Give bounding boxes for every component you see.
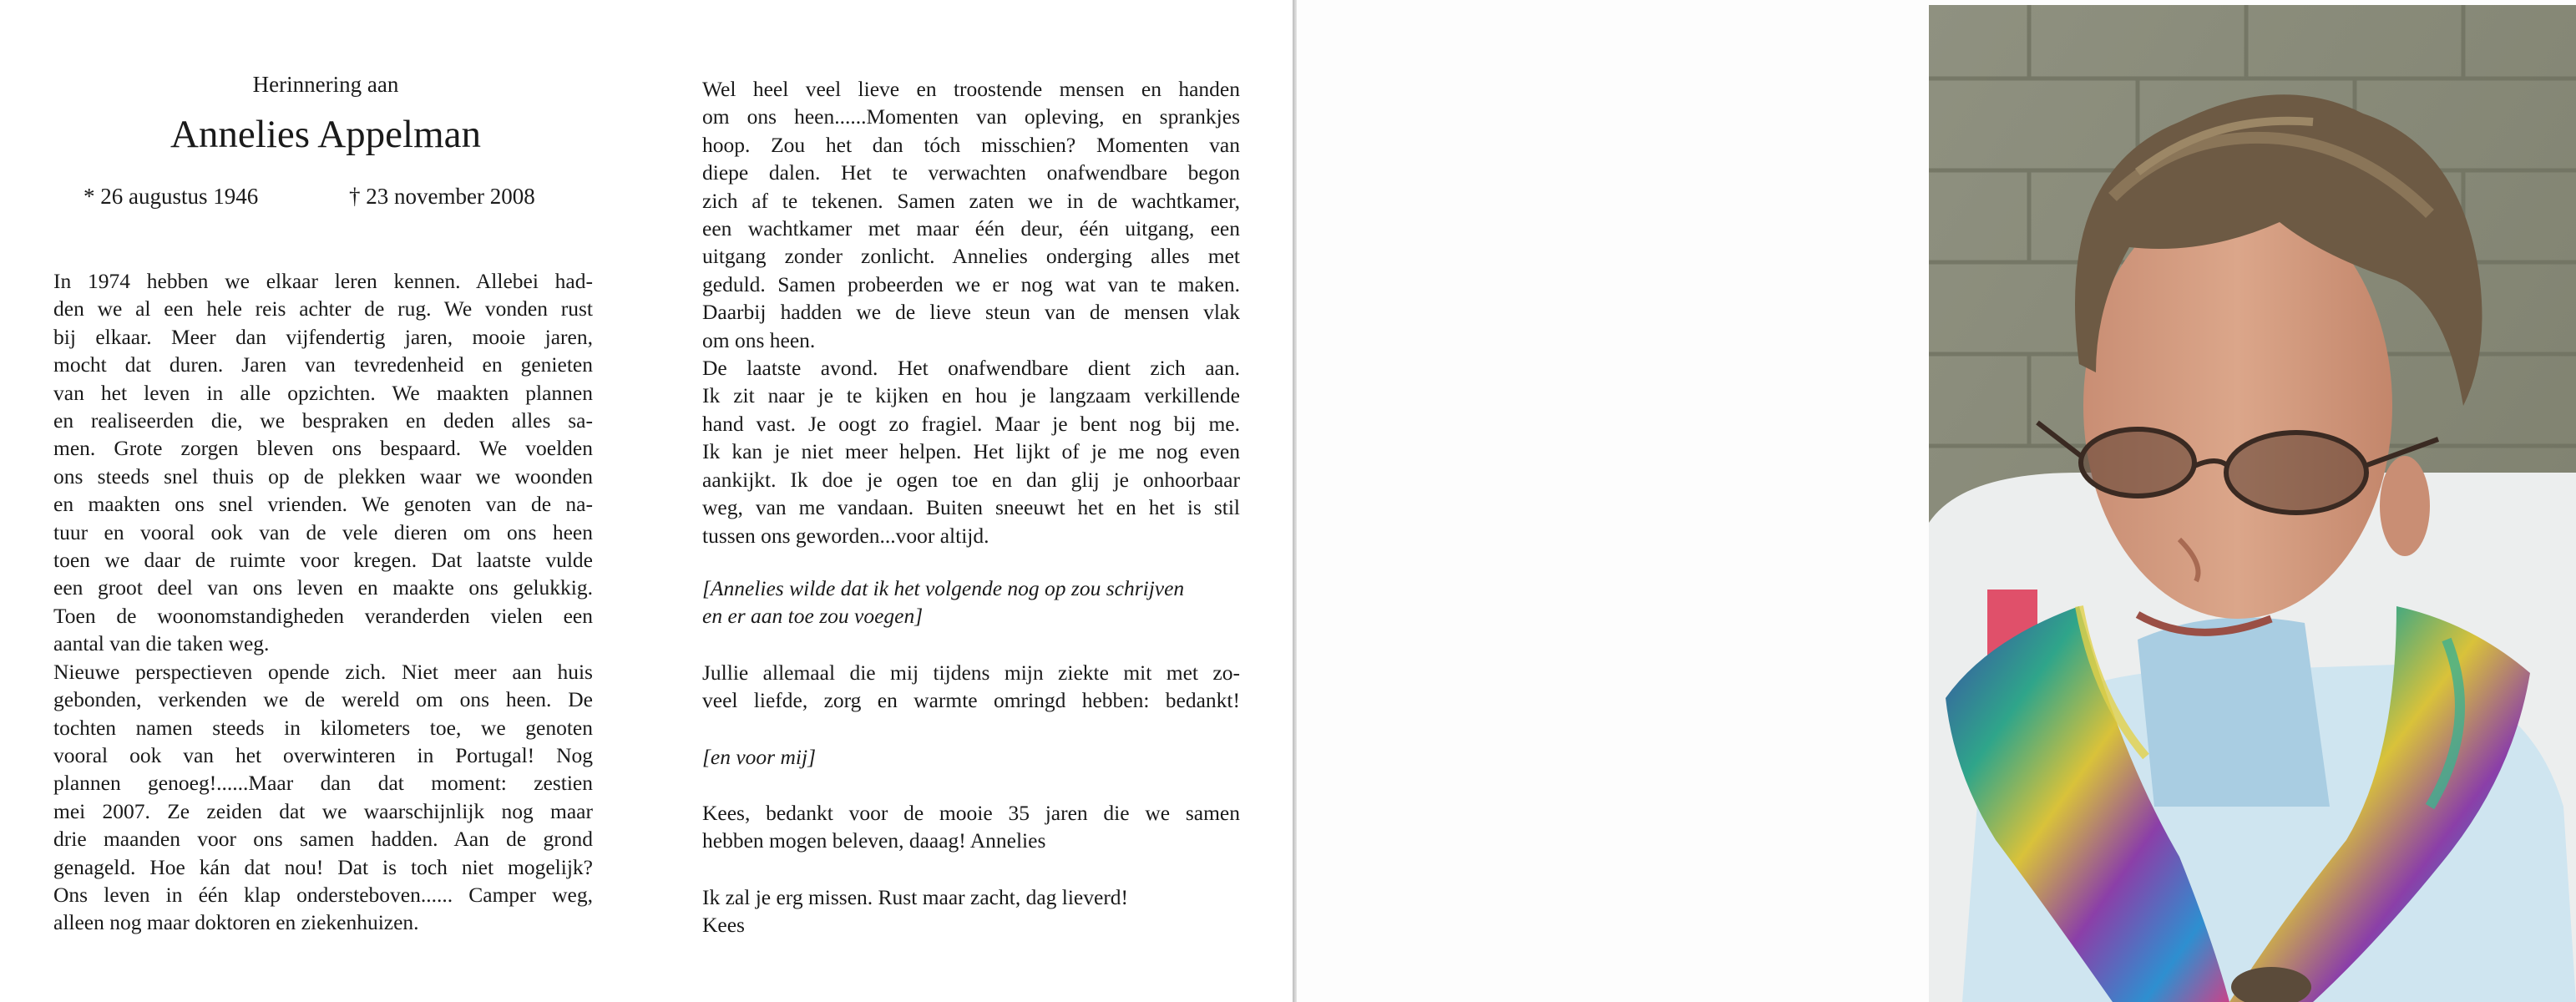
text-line: Toen de woonomstandigheden veranderden vielen een (53, 603, 593, 628)
birth-date: * 26 augustus 1946 (84, 184, 259, 209)
text-line: en realiseerden die, we bespraken en deden alles sa- (53, 408, 593, 433)
text-line: weg, van me vandaan. Buiten sneeuwt het en het is stil (702, 495, 1240, 520)
text-line: ons steeds snel thuis op de plekken waar we woonden (53, 463, 593, 488)
paragraph-to-kees (702, 799, 1240, 855)
portrait-photo (1929, 5, 2576, 1002)
text-line: [Annelies wilde dat ik het volgende nog op zou schrijven (702, 575, 1185, 600)
paragraph-from-kees (702, 883, 1240, 939)
text-line: een wachtkamer met maar één deur, één uitgang, een (702, 216, 1240, 241)
paragraph-support (702, 75, 1240, 354)
text-line: Kees, bedankt voor de mooie 35 jaren die we samen (702, 800, 1240, 825)
card-right-panel (1297, 0, 2576, 1002)
text-line: vooral ook van het overwinteren in Portugal! Nog (53, 742, 593, 767)
text-line: plannen genoeg!......Maar dan dat moment: zestien (53, 771, 593, 796)
editor-note-2 (702, 743, 1240, 771)
text-line: tuur en vooral ook van de vele dieren om ons heen (53, 519, 593, 544)
paragraph-last-evening (702, 354, 1240, 549)
text-line: alleen nog maar doktoren en ziekenhuizen. (53, 910, 419, 935)
memorial-text-column-2 (702, 75, 1240, 939)
text-line: aankijkt. Ik doe je ogen toe en dan glij je onhoorbaar (702, 467, 1240, 492)
text-line: hebben mogen beleven, daaag! Annelies (702, 828, 1046, 853)
text-line: hand vast. Je oogt zo fragiel. Maar je bent nog bij me. (702, 411, 1240, 436)
text-line: van het leven in alle opzichten. We maakten plannen (53, 380, 593, 405)
text-line: en maakten ons snel vrienden. We genoten van de na- (53, 492, 593, 517)
text-line: Ons leven in één klap ondersteboven...... Camper weg, (53, 882, 593, 907)
text-line: om ons heen. (702, 327, 816, 352)
text-line: uitgang zonder zonlicht. Annelies onderging alles met (702, 244, 1240, 269)
card-intro: Herinnering aan (252, 72, 399, 97)
text-line: mei 2007. Ze zeiden dat we waarschijnlijk nog maar (53, 798, 593, 823)
editor-note-1 (702, 574, 1240, 630)
text-line: een groot deel van ons leven en maakte ons gelukkig. (53, 575, 593, 600)
text-line: veel liefde, zorg en warmte omringd hebben: bedankt! (702, 688, 1240, 713)
paragraph-thanks (702, 659, 1240, 715)
text-line: Nieuwe perspectieven opende zich. Niet meer aan huis (53, 659, 593, 684)
deceased-name: Annelies Appelman (170, 113, 481, 156)
text-line: aantal van die taken weg. (53, 631, 270, 656)
text-line: hoop. Zou het dan tóch misschien? Momenten van (702, 132, 1240, 157)
text-line: Jullie allemaal die mij tijdens mijn ziekte mit met zo- (702, 660, 1240, 685)
text-line: [en voor mij] (702, 744, 816, 769)
text-line: Ik zit naar je te kijken en hou je langzaam verkillende (702, 383, 1240, 408)
death-date: † 23 november 2008 (349, 184, 535, 209)
memorial-text-column-1 (53, 267, 593, 937)
text-line: De laatste avond. Het onafwendbare dient zich aan. (702, 356, 1240, 381)
text-line: bij elkaar. Meer dan vijfendertig jaren, mooie jaren, (53, 324, 593, 349)
text-line: drie maanden voor ons samen hadden. Aan de grond (53, 827, 593, 852)
text-line: den we al een hele reis achter de rug. We vonden rust (53, 296, 593, 321)
text-line: geduld. Samen probeerden we er nog wat van te maken. (702, 271, 1240, 296)
text-line: om ons heen......Momenten van opleving, en sprankjes (702, 104, 1240, 129)
text-line: Ik zal je erg missen. Rust maar zacht, dag lieverd! (702, 884, 1129, 909)
text-line: toen we daar de ruimte voor kregen. Dat laatste vulde (53, 548, 593, 573)
text-line: Wel heel veel lieve en troostende mensen en handen (702, 77, 1240, 101)
text-line: In 1974 hebben we elkaar leren kennen. Allebei had- (53, 269, 593, 293)
text-line: men. Grote zorgen bleven ons bespaard. We voelden (53, 436, 593, 461)
text-line: tussen ons geworden...voor altijd. (702, 523, 989, 548)
text-line: gebonden, verkenden we de wereld om ons heen. De (53, 687, 593, 712)
paragraph-new-perspectives (53, 658, 593, 937)
text-line: zich af te tekenen. Samen zaten we in de wachtkamer, (702, 188, 1240, 213)
paragraph-first-meeting (53, 267, 593, 658)
text-line: Kees (702, 913, 745, 938)
text-line: tochten namen steeds in kilometers toe, we genoten (53, 715, 593, 740)
text-line: en er aan toe zou voegen] (702, 604, 924, 629)
text-line: genageld. Hoe kán dat nou! Dat is toch niet mogelijk? (53, 854, 593, 879)
text-line: Ik kan je niet meer helpen. Het lijkt of je me nog even (702, 439, 1240, 464)
text-line: mocht dat duren. Jaren van tevredenheid en genieten (53, 352, 593, 377)
text-line: Daarbij hadden we de lieve steun van de mensen vlak (702, 300, 1240, 325)
text-line: diepe dalen. Het te verwachten onafwendbare begon (702, 160, 1240, 185)
